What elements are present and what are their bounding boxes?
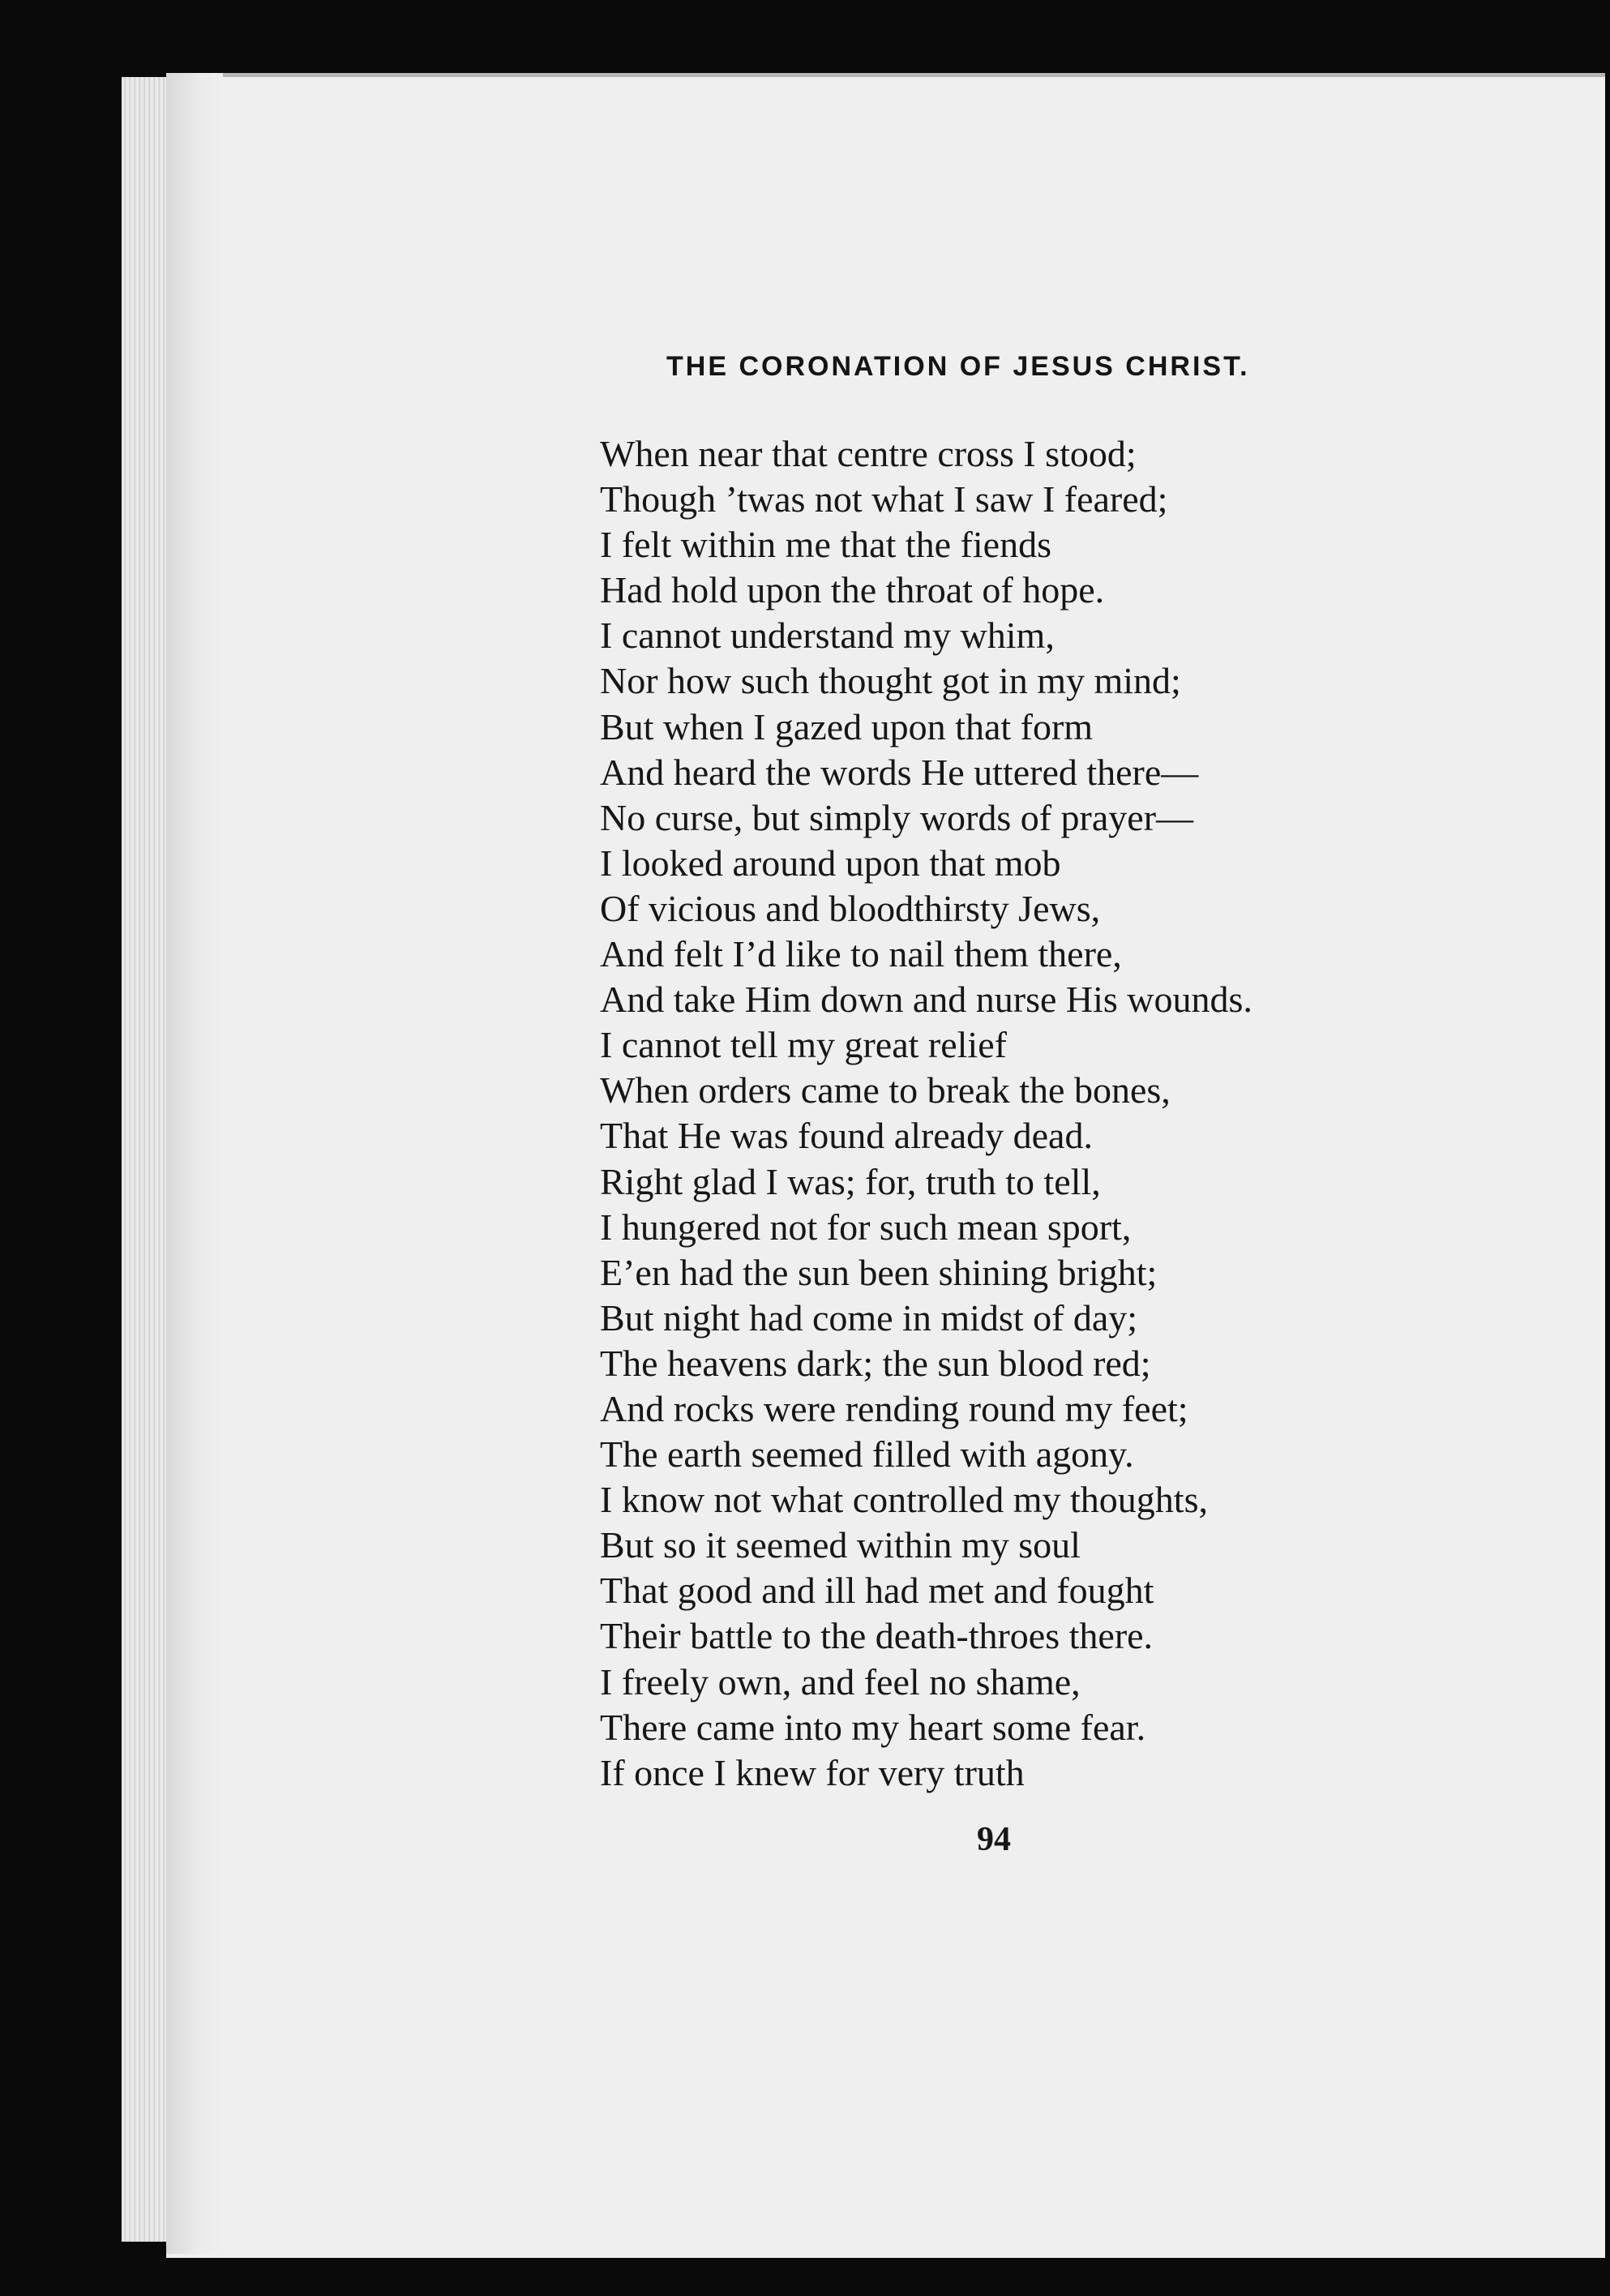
poem-line: I cannot tell my great relief	[600, 1024, 1007, 1066]
poem-line: That good and ill had met and fought	[600, 1570, 1154, 1612]
poem-line: But night had come in midst of day;	[600, 1296, 1138, 1339]
poem-text	[600, 431, 1411, 1796]
poem-line: Though ’twas not what I saw I feared;	[600, 478, 1168, 520]
poem-line: And take Him down and nurse His wounds.	[600, 979, 1252, 1021]
poem-line: And heard the words He uttered there—	[600, 751, 1199, 793]
poem-line: Right glad I was; for, truth to tell,	[600, 1160, 1101, 1202]
poem-line: The earth seemed filled with agony.	[600, 1433, 1134, 1476]
poem-line: No curse, but simply words of prayer—	[600, 796, 1194, 838]
poem-line: I hungered not for such mean sport,	[600, 1206, 1132, 1248]
poem-line: If once I knew for very truth	[600, 1751, 1025, 1793]
poem-line: I looked around upon that mob	[600, 842, 1061, 884]
poem-line: When near that centre cross I stood;	[600, 433, 1137, 474]
poem-line: That He was found already dead.	[600, 1115, 1093, 1157]
poem-line: Had hold upon the throat of hope.	[600, 569, 1105, 611]
poem-line: And felt I’d like to nail them there,	[600, 933, 1122, 975]
poem-line: I freely own, and feel no shame,	[600, 1660, 1081, 1703]
poem-line: I felt within me that the fiends	[600, 524, 1051, 566]
poem-line: And rocks were rending round my feet;	[600, 1387, 1188, 1429]
running-head: THE CORONATION OF JESUS CHRIST.	[666, 351, 1250, 382]
page-number: 94	[977, 1821, 1011, 1858]
page-edges	[122, 77, 170, 2242]
poem-line: The heavens dark; the sun blood red;	[600, 1342, 1151, 1384]
page-gutter	[166, 73, 223, 2254]
poem-line: But so it seemed within my soul	[600, 1524, 1081, 1566]
poem-line: E’en had the sun been shining bright;	[600, 1251, 1158, 1293]
poem-line: There came into my heart some fear.	[600, 1706, 1146, 1748]
poem-line: But when I gazed upon that form	[600, 705, 1094, 747]
poem-line: Nor how such thought got in my mind;	[600, 660, 1181, 702]
poem-line: Of vicious and bloodthirsty Jews,	[600, 887, 1101, 929]
poem-line: I know not what controlled my thoughts,	[600, 1479, 1208, 1521]
poem-line: When orders came to break the bones,	[600, 1069, 1171, 1112]
poem-line: I cannot understand my whim,	[600, 615, 1055, 657]
poem-line: Their battle to the death-throes there.	[600, 1615, 1154, 1657]
